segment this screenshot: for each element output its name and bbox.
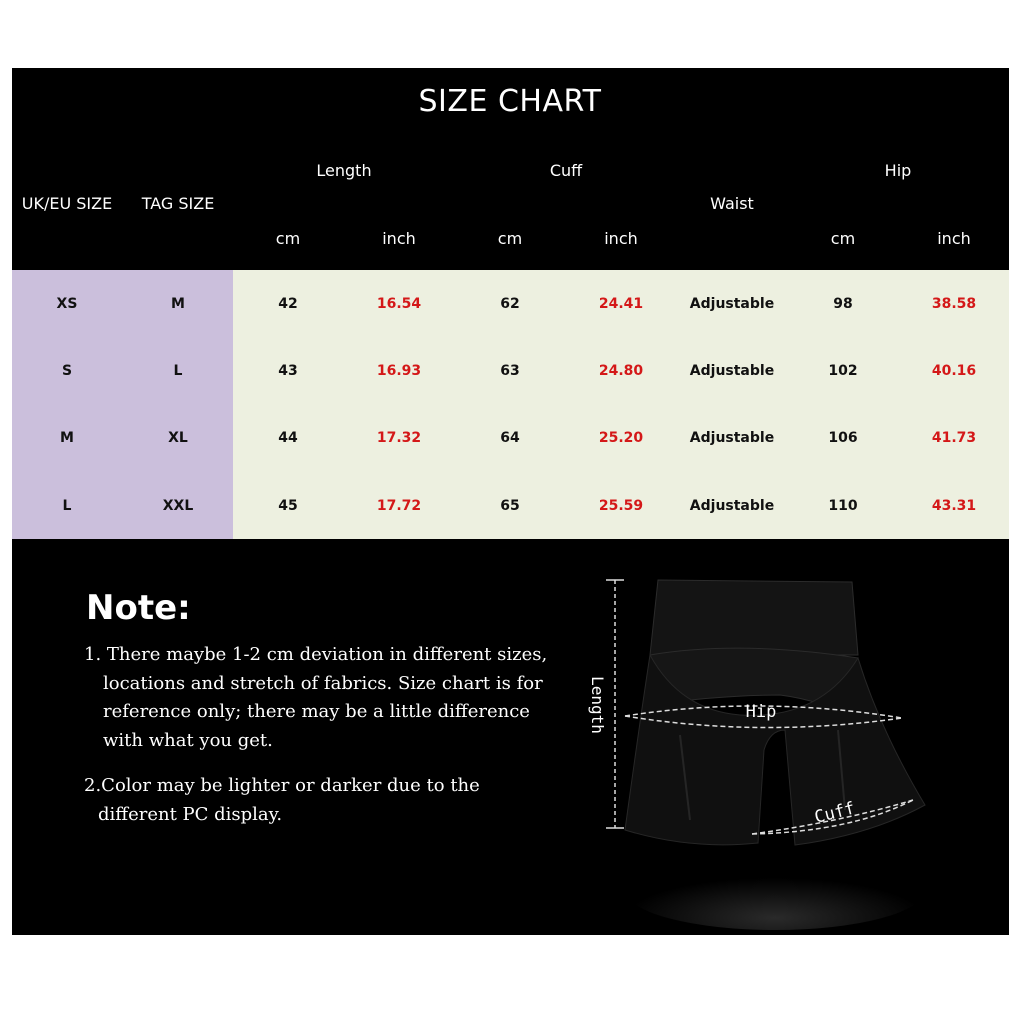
note-heading: Note:	[86, 588, 191, 628]
note-line: 2.Color may be lighter or darker due to the	[84, 775, 480, 796]
table-cell-cuff-inch: 25.20	[598, 430, 644, 446]
note-line: 1. There maybe 1-2 cm deviation in different sizes,	[84, 644, 548, 665]
shorts-measurement-diagram	[580, 560, 940, 930]
table-cell-hip-cm: 98	[833, 296, 853, 312]
table-cell-tag-size: M	[171, 296, 185, 312]
table-cell-length-inch: 16.54	[376, 296, 422, 312]
table-cell-waist: Adjustable	[689, 363, 775, 379]
chart-title: SIZE CHART	[418, 84, 602, 119]
table-cell-hip-inch: 38.58	[931, 296, 977, 312]
size-columns-background	[12, 270, 233, 539]
table-cell-waist: Adjustable	[689, 498, 775, 514]
table-cell-length-inch: 16.93	[376, 363, 422, 379]
table-cell-cuff-cm: 64	[500, 430, 520, 446]
length-label: Length	[588, 676, 607, 734]
table-cell-hip-inch: 43.31	[931, 498, 977, 514]
header-cuff-inch: inch	[604, 229, 638, 248]
note-line: locations and stretch of fabrics. Size chart is for	[103, 672, 543, 694]
table-cell-waist: Adjustable	[689, 296, 775, 312]
table-cell-hip-cm: 102	[828, 363, 858, 379]
table-cell-hip-inch: 40.16	[931, 363, 977, 379]
header-cuff: Cuff	[549, 161, 583, 180]
cuff-label: Cuff	[812, 798, 858, 828]
table-cell-cuff-cm: 65	[500, 498, 520, 514]
table-cell-length-cm: 44	[278, 430, 298, 446]
table-cell-hip-cm: 106	[828, 430, 858, 446]
note-line: with what you get.	[103, 730, 273, 752]
header-waist: Waist	[710, 194, 754, 213]
table-cell-uk-size: XS	[56, 296, 78, 312]
table-cell-uk-size: M	[60, 430, 74, 446]
table-cell-hip-cm: 110	[828, 498, 858, 514]
table-cell-length-inch: 17.72	[376, 498, 422, 514]
note-line: different PC display.	[98, 803, 283, 825]
header-hip-inch: inch	[937, 229, 971, 248]
header-length: Length	[316, 161, 372, 180]
table-cell-length-cm: 43	[278, 363, 298, 379]
header-uk-eu-size: UK/EU SIZE	[21, 194, 113, 213]
table-cell-length-inch: 17.32	[376, 430, 422, 446]
length-measure-line	[606, 580, 624, 828]
note-item-2	[84, 772, 480, 829]
table-cell-length-cm: 45	[278, 498, 298, 514]
note-item-1	[84, 641, 547, 756]
table-cell-cuff-cm: 62	[500, 296, 520, 312]
note-line: reference only; there may be a little difference	[103, 701, 530, 723]
header-length-inch: inch	[382, 229, 416, 248]
header-length-cm: cm	[275, 229, 301, 248]
table-cell-tag-size: XXL	[162, 498, 194, 514]
table-cell-tag-size: L	[173, 363, 183, 379]
floor-reflection	[625, 850, 925, 930]
table-cell-cuff-inch: 24.80	[598, 363, 644, 379]
header-tag-size: TAG SIZE	[141, 194, 215, 213]
header-hip: Hip	[884, 161, 912, 180]
table-cell-cuff-cm: 63	[500, 363, 520, 379]
table-cell-hip-inch: 41.73	[931, 430, 977, 446]
table-cell-uk-size: L	[62, 498, 72, 514]
header-hip-cm: cm	[830, 229, 856, 248]
table-cell-cuff-inch: 25.59	[598, 498, 644, 514]
table-cell-waist: Adjustable	[689, 430, 775, 446]
header-cuff-cm: cm	[497, 229, 523, 248]
table-cell-tag-size: XL	[168, 430, 188, 446]
table-cell-length-cm: 42	[278, 296, 298, 312]
hip-label: Hip	[745, 702, 777, 722]
table-cell-cuff-inch: 24.41	[598, 296, 644, 312]
table-cell-uk-size: S	[61, 363, 73, 379]
